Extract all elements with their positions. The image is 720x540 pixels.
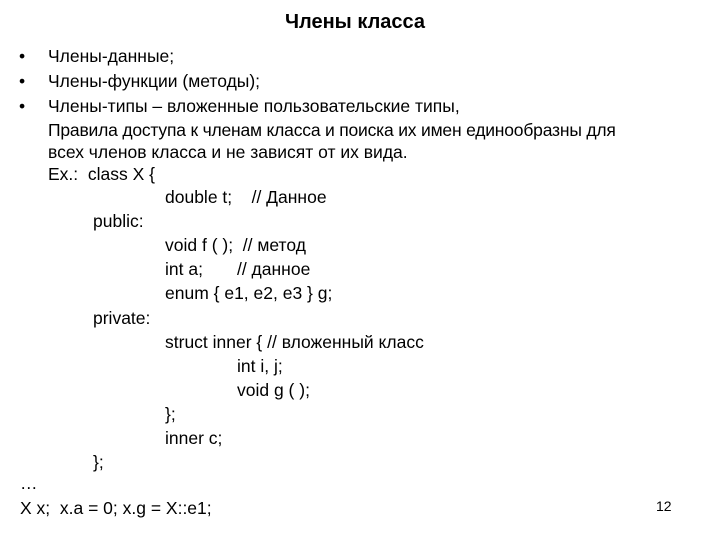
- page-number: 12: [656, 498, 672, 514]
- code-inner-c: inner c;: [165, 428, 223, 448]
- code-class-header: Ex.: class X {: [48, 164, 155, 184]
- code-struct-inner: struct inner { // вложенный класс: [165, 332, 424, 352]
- bullet-data-members: Члены-данные;: [48, 46, 175, 66]
- code-private-label: private:: [93, 308, 151, 328]
- bullet-icon: •: [19, 46, 26, 66]
- paragraph-line: Правила доступа к членам класса и поиска их имен единообразны для: [48, 120, 616, 140]
- bullet-function-members: Члены-функции (методы);: [48, 71, 261, 91]
- bullet-icon: •: [19, 71, 26, 91]
- usage-line: X x; x.a = 0; x.g = X::e1;: [20, 498, 212, 518]
- code-inner-g: void g ( );: [237, 380, 310, 400]
- code-public-label: public:: [93, 211, 144, 231]
- code-field-t: double t; // Данное: [165, 187, 327, 207]
- code-inner-ij: int i, j;: [237, 356, 283, 376]
- bullet-type-members: Члены-типы – вложенные пользовательские типы,: [48, 96, 460, 116]
- code-field-a: int a; // данное: [165, 259, 311, 279]
- slide-title: Члены класса: [284, 11, 426, 33]
- code-class-close: };: [93, 452, 104, 472]
- bullet-icon: •: [19, 96, 26, 116]
- ellipsis: …: [20, 473, 38, 493]
- code-enum-g: enum { e1, e2, e3 } g;: [165, 283, 333, 303]
- paragraph-line: всех членов класса и не зависят от их вида.: [48, 142, 408, 162]
- code-method-f: void f ( ); // метод: [165, 235, 306, 255]
- code-inner-close: };: [165, 404, 176, 424]
